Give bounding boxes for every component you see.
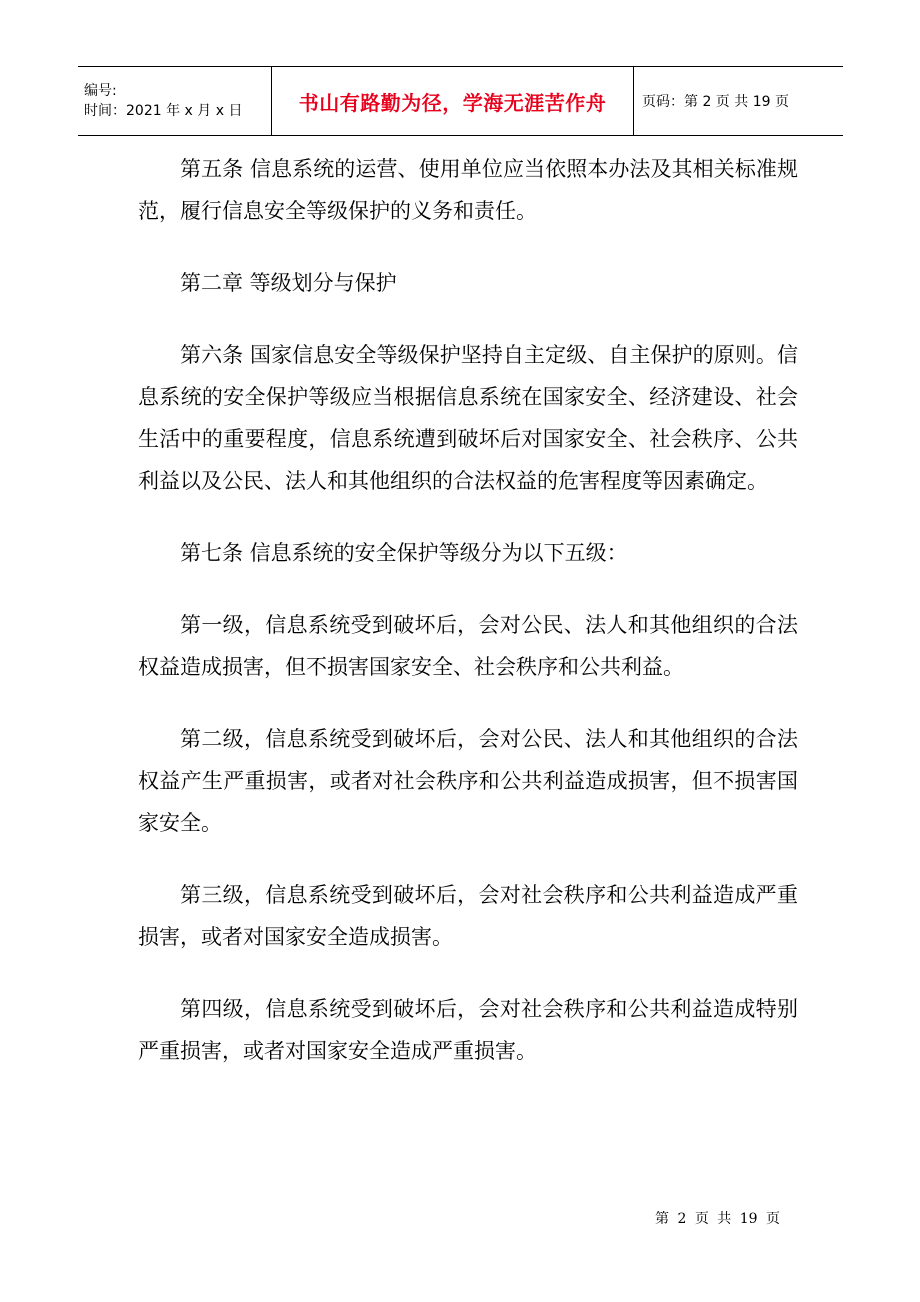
- time-label: 时间：2021 年 x 月 x 日: [84, 103, 243, 119]
- header-motto: 书山有路勤为径，学海无涯苦作舟: [272, 67, 634, 135]
- document-body: [138, 148, 798, 1102]
- page-header: [78, 66, 843, 136]
- header-meta: [78, 67, 272, 135]
- header-page-info: 页码：第 2 页 共 19 页: [642, 94, 789, 110]
- paragraph-level-3: 第三级，信息系统受到破坏后，会对社会秩序和公共利益造成严重损害，或者对国家安全造成损害。: [138, 883, 798, 949]
- code-label: 编号:: [84, 83, 117, 99]
- paragraph-article-5: 第五条 信息系统的运营、使用单位应当依照本办法及其相关标准规范，履行信息安全等级保护的义务和责任。: [138, 157, 798, 223]
- page-footer: 第 2 页 共 19 页: [655, 1211, 780, 1227]
- paragraph-article-7: 第七条 信息系统的安全保护等级分为以下五级：: [180, 541, 628, 565]
- paragraph-level-1: 第一级，信息系统受到破坏后，会对公民、法人和其他组织的合法权益造成损害，但不损害国家安全、社会秩序和公共利益。: [138, 613, 798, 679]
- chapter-heading: 第二章 等级划分与保护: [180, 271, 397, 295]
- paragraph-level-4: 第四级，信息系统受到破坏后，会对社会秩序和公共利益造成特别严重损害，或者对国家安全造成严重损害。: [138, 997, 798, 1063]
- paragraph-level-2: 第二级，信息系统受到破坏后，会对公民、法人和其他组织的合法权益产生严重损害，或者对社会秩序和公共利益造成损害，但不损害国家安全。: [138, 727, 798, 835]
- paragraph-article-6: 第六条 国家信息安全等级保护坚持自主定级、自主保护的原则。信息系统的安全保护等级应当根据信息系统在国家安全、经济建设、社会生活中的重要程度，信息系统遭到破坏后对国家安全、社会秩序、公共利益以及公民、法人和其他组织的合法权益的危害程度等因素确定。: [138, 343, 798, 493]
